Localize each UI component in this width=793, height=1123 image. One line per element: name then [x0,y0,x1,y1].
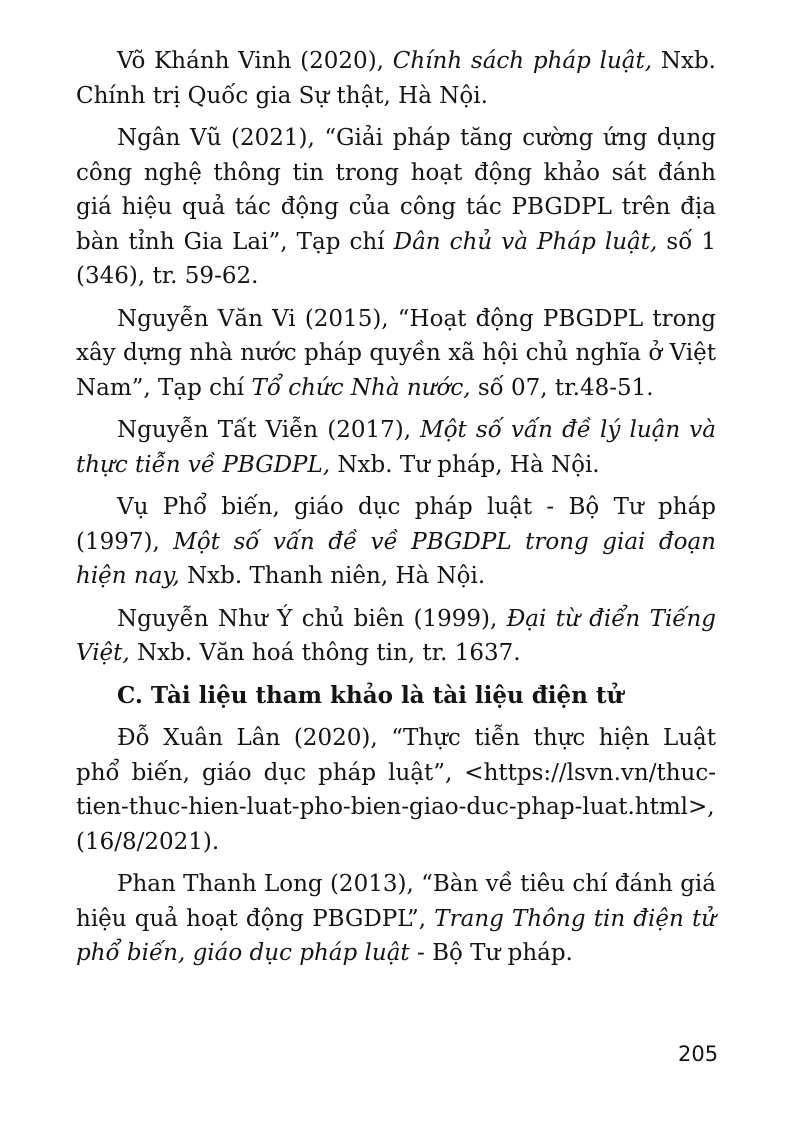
reference-text: Nguyễn Văn Vi (2015), “Hoạt động PBGDPL trong xây dựng nhà nước pháp quyền xã hội chủ nghĩa ở Việt Nam”, Tạp chí [76,305,716,401]
reference-text: Nxb. Chính trị Quốc gia Sự thật, Hà Nội. [76,48,716,109]
reference-item [76,44,716,113]
reference-text: Võ Khánh Vinh (2020), [117,48,393,74]
reference-item [76,490,716,594]
reference-item [76,121,716,294]
page-number: 205 [678,1042,719,1066]
reference-text: số 07, tr.48-51. [470,374,654,401]
reference-title: Trang Thông tin điện tử phổ biến, giáo dục pháp luật [76,905,716,966]
reference-title: Chính sách pháp luật, [392,48,653,74]
reference-text: Vụ Phổ biến, giáo dục pháp luật - Bộ Tư pháp (1997), [76,494,716,555]
reference-title: Một số vấn đề về PBGDPL trong giai đoạn hiện nay, [76,528,716,589]
reference-text: Nguyễn Tất Viễn (2017), [117,417,421,443]
reference-text: Nxb. Thanh niên, Hà Nội. [179,563,486,589]
reference-item [76,302,716,406]
reference-text: Phan Thanh Long (2013), “Bàn về tiêu chí đánh giá hiệu quả hoạt động PBGDPL”, [76,871,716,932]
reference-item [76,721,716,859]
reference-text: Nxb. Văn hoá thông tin, tr. 1637. [129,640,521,666]
reference-title: Dân chủ và Pháp luật, [393,228,658,255]
reference-title: Đại từ điển Tiếng Việt, [76,605,716,666]
reference-item [76,867,716,971]
document-page [76,44,716,979]
reference-text: - Bộ Tư pháp. [409,940,573,966]
reference-text: Nxb. Tư pháp, Hà Nội. [330,451,600,478]
reference-text: số 1 (346), tr. 59-62. [76,228,716,289]
reference-title: Một số vấn đề lý luận và thực tiễn về PBGDPL, [76,417,717,478]
reference-text: Đỗ Xuân Lân (2020), “Thực tiễn thực hiện Luật phổ biến, giáo dục pháp luật”, <https://lsvn.vn/thuc-tien-thuc-hien-luat-pho-bien-giao-duc-phap-luat.html>, (16/8/2021). [76,725,716,855]
reference-text: Nguyễn Như Ý chủ biên (1999), [117,605,507,632]
reference-item [76,413,716,482]
section-heading: C. Tài liệu tham khảo là tài liệu điện tử [117,681,624,709]
reference-title: Tổ chức Nhà nước, [251,374,471,401]
reference-text: Ngân Vũ (2021), “Giải pháp tăng cường ứng dụng công nghệ thông tin trong hoạt động khảo sát đánh giá hiệu quả tác động của công tác PBGDPL trên địa bàn tỉnh Gia Lai”, Tạp chí [76,125,716,255]
reference-item [76,602,716,671]
